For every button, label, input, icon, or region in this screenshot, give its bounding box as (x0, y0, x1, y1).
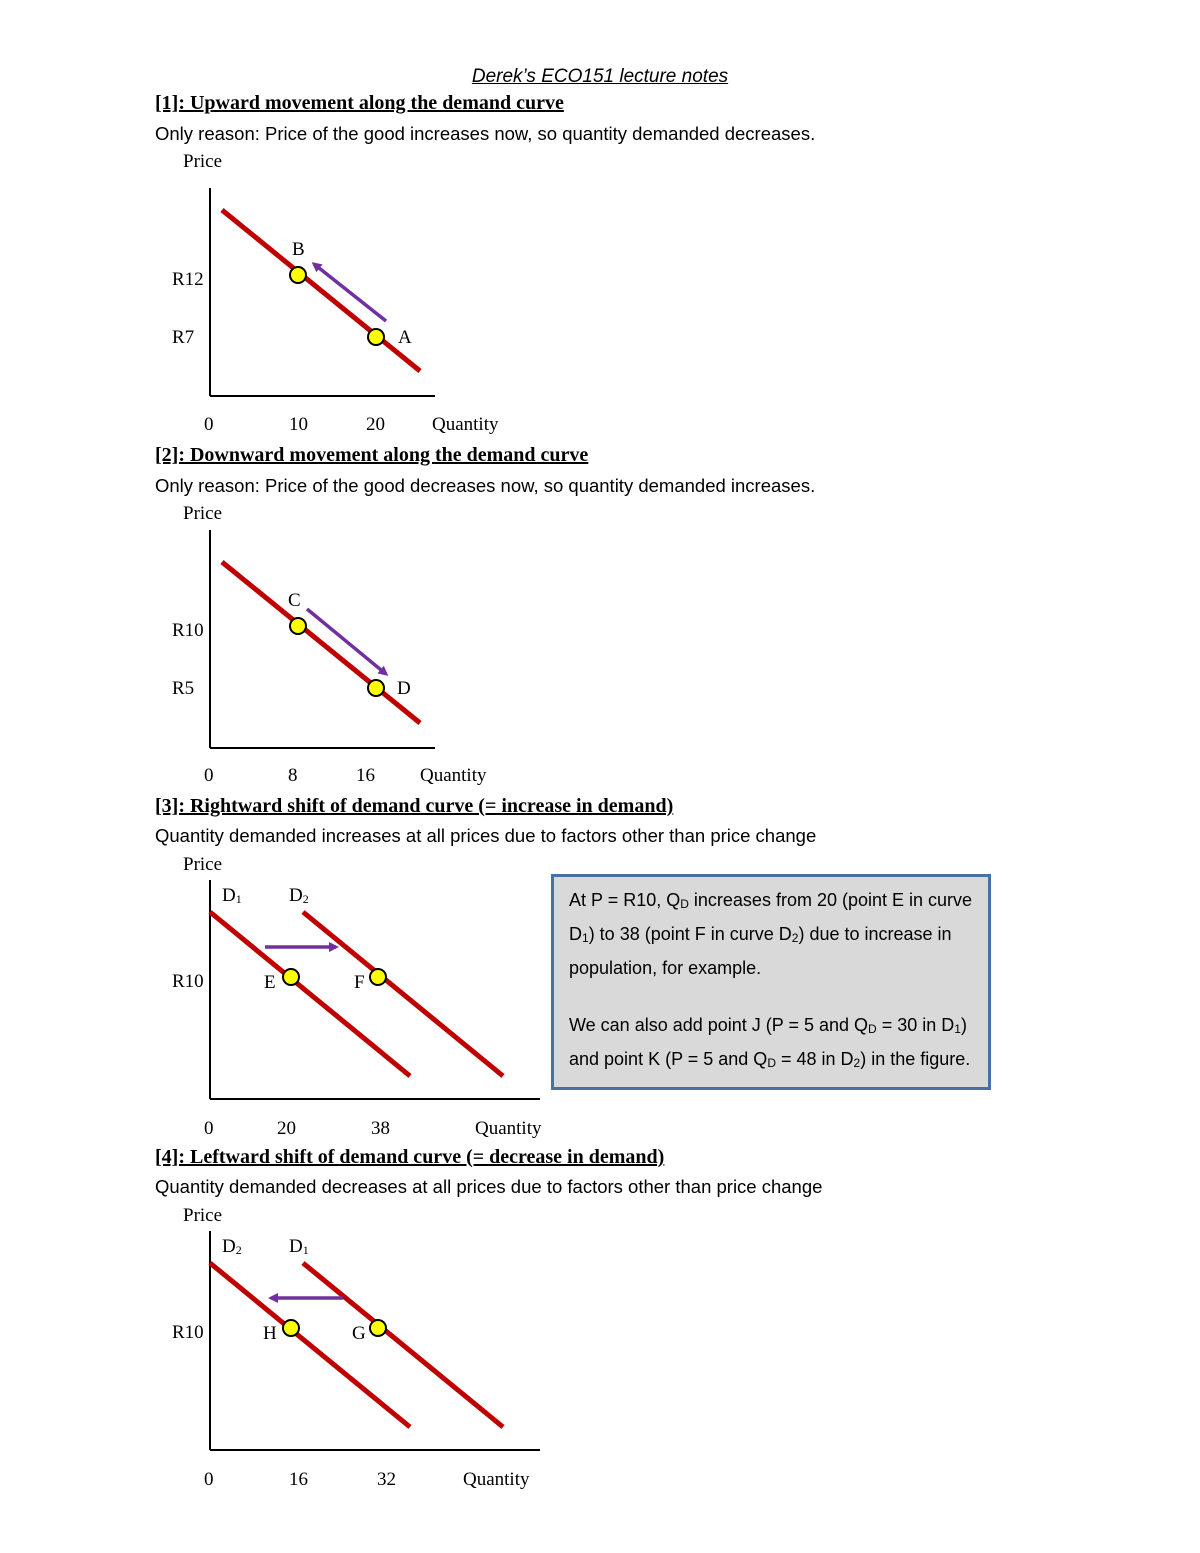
figure-2-qty-tick-16: 16 (356, 765, 375, 786)
figure-3-y-axis-label: Price (183, 854, 223, 875)
figure-1-qty-tick-20: 20 (366, 414, 385, 435)
figure-3-qty-tick-38: 38 (371, 1118, 390, 1139)
figure-4-curve-d2-label: $D_2$ (222, 1236, 242, 1257)
figure-2-qty-tick-0: 0 (204, 765, 214, 786)
figure-2-price-tick-r5: R5 (172, 678, 195, 699)
figure-3-curve-d1-label: $D_1$ (222, 885, 242, 906)
figure-2-price-tick-r10: R10 (172, 620, 204, 641)
figure-3-point-f-label: F (354, 972, 365, 993)
figure-3-qty-tick-20: 20 (277, 1118, 296, 1139)
section-3-description: Quantity demanded increases at all prices due to factors other than price change (155, 825, 817, 846)
figure-1-y-axis-label: Price (183, 151, 223, 172)
figure-4-point-g-label: G (352, 1323, 366, 1344)
figure-3-qty-tick-0: 0 (204, 1118, 214, 1139)
figure-4-x-axis-label: Quantity (463, 1469, 530, 1490)
figure-4-curve-d2 (210, 1263, 410, 1427)
section-3-heading: [3]: Rightward shift of demand curve (= increase in demand) (155, 795, 674, 817)
figure-4-point-h (283, 1320, 299, 1336)
figure-1-qty-tick-10: 10 (289, 414, 308, 435)
figure-4-point-g (370, 1320, 386, 1336)
figure-2-point-c-label: C (288, 590, 301, 611)
section-4-description: Quantity demanded decreases at all prices due to factors other than price change (155, 1176, 823, 1197)
section-1-heading: [1]: Upward movement along the demand curve (155, 92, 564, 114)
figure-4-qty-tick-32: 32 (377, 1469, 396, 1490)
note-paragraph-1: At P = R10, $Q_D$ increases from 20 (point E in curve $D_1$) to 38 (point F in curve $D_2$) due to increase in population, for example. (569, 890, 973, 978)
figure-3-price-tick-r10: R10 (172, 971, 204, 992)
section-1-description: Only reason: Price of the good increases now, so quantity demanded decreases. (155, 123, 816, 144)
section-4-heading: [4]: Leftward shift of demand curve (= decrease in demand) (155, 1146, 665, 1168)
figure-4-curve-d1 (303, 1263, 503, 1427)
figure-4-price-tick-r10: R10 (172, 1322, 204, 1343)
figure-4-curve-d1-label: $D_1$ (289, 1236, 309, 1257)
figure-2-qty-tick-8: 8 (288, 765, 298, 786)
figure-1-qty-tick-0: 0 (204, 414, 214, 435)
figure-1-price-tick-r12: R12 (172, 269, 204, 290)
figure-1-price-tick-r7: R7 (172, 327, 195, 348)
figure-1-point-a-label: A (398, 327, 412, 348)
section-2-description: Only reason: Price of the good decreases now, so quantity demanded increases. (155, 475, 816, 496)
figure-3-curve-d2-label: $D_2$ (289, 885, 309, 906)
figure-3-x-axis-label: Quantity (475, 1118, 542, 1139)
figure-2-x-axis-label: Quantity (420, 765, 487, 786)
figure-1-x-axis-label: Quantity (432, 414, 499, 435)
figure-2-point-d-label: D (397, 678, 411, 699)
document-title: Derek’s ECO151 lecture notes (471, 66, 729, 87)
figure-4-qty-tick-0: 0 (204, 1469, 214, 1490)
figure-2-y-axis-label: Price (183, 503, 223, 524)
figure-4-y-axis-label: Price (183, 1205, 223, 1226)
figure-4-qty-tick-16: 16 (289, 1469, 308, 1490)
figure-1-point-b-label: B (292, 239, 305, 260)
section-2-heading: [2]: Downward movement along the demand curve (155, 444, 589, 466)
note-paragraph-2: We can also add point J (P = 5 and $Q_D = 30$ in $D_1$) and point K (P = 5 and $Q_D = 48$ in $D_2$) in the figure. (569, 1015, 971, 1070)
figure-4-point-h-label: H (263, 1323, 277, 1344)
figure-3-point-e-label: E (264, 972, 276, 993)
